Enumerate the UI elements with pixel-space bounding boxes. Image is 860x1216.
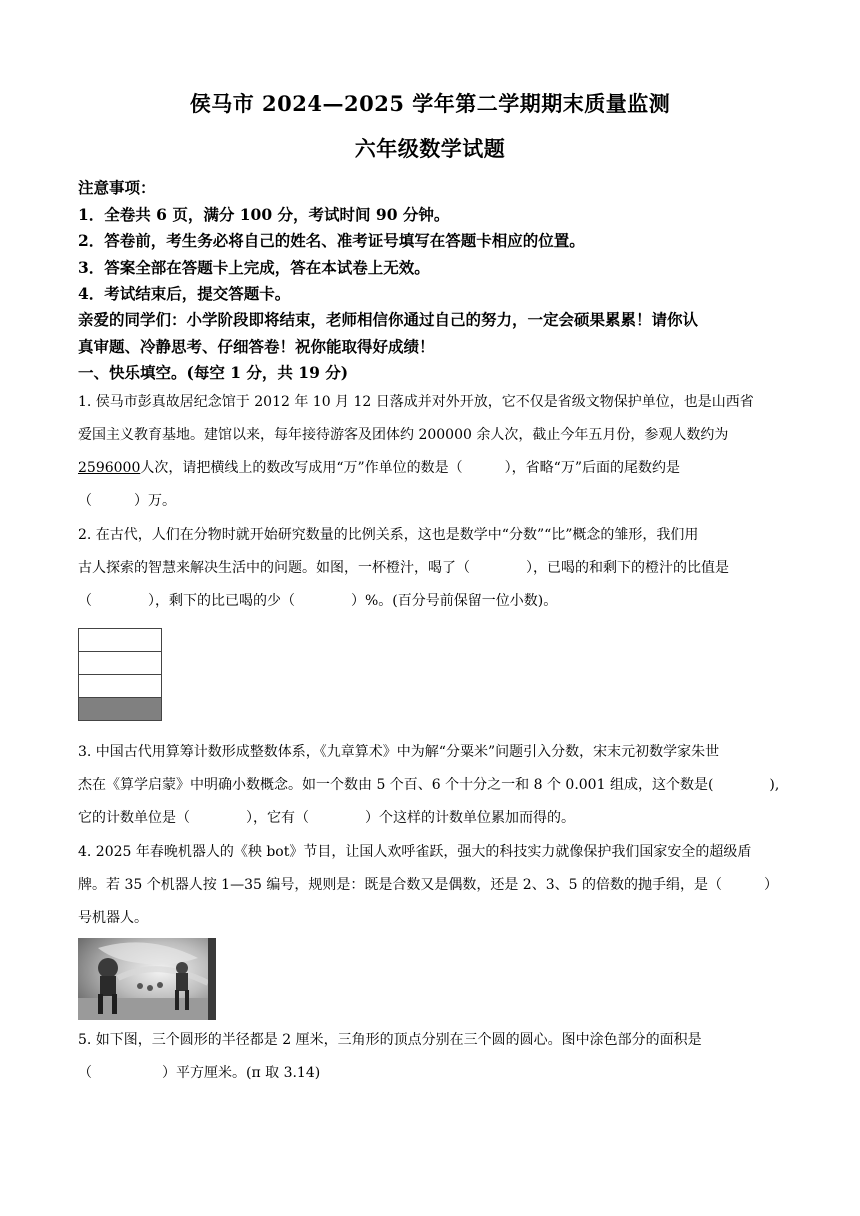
question-3 — [78, 736, 786, 835]
cup-part — [78, 674, 162, 697]
cup-part — [78, 651, 162, 674]
notice-item: 3．答案全部在答题卡上完成，答在本试卷上无效。 — [78, 258, 430, 277]
question-text: 4. 2025 年春晚机器人的《秧 bot》节目，让国人欢呼雀跃，强大的科技实力就像保护我们国家安全的超级盾 — [78, 844, 752, 860]
encourage-text: 真审题、冷静思考、仔细答卷！祝你能取得好成绩！ — [78, 337, 435, 356]
cup-part-shaded — [78, 697, 162, 721]
question-text: 2. 在古代，人们在分物时就开始研究数量的比例关系，这也是数学中“分数”“比”概念的雏形，我们用 — [78, 527, 699, 543]
question-text: 号机器人。 — [78, 910, 148, 926]
question-text: 它的计数单位是（ ），它有（ ）个这样的计数单位累加而得的。 — [78, 810, 575, 826]
robot-performance-photo — [78, 938, 216, 1020]
question-text: 牌。若 35 个机器人按 1—35 编号，规则是：既是合数又是偶数，还是 2、3、5 的倍数的抛手绢，是（ ） — [78, 877, 778, 893]
notice-item: 2．答卷前，考生务必将自己的姓名、准考证号填写在答题卡相应的位置。 — [78, 231, 585, 250]
notice-heading: 注意事项： — [78, 178, 156, 197]
question-2 — [78, 519, 786, 618]
question-text: 1. 侯马市彭真故居纪念馆于 2012 年 10 月 12 日落成并对外开放，它不仅是省级文物保护单位，也是山西省 — [78, 394, 754, 410]
question-text: 古人探索的智慧来解决生活中的问题。如图，一杯橙汁，喝了（ ），已喝的和剩下的橙汁的比值是 — [78, 560, 729, 576]
question-text: 爱国主义教育基地。建馆以来，每年接待游客及团体约 200000 余人次，截止今年五月份，参观人数约为 — [78, 427, 729, 443]
section-heading: 一、快乐填空。(每空 1 分，共 19 分) — [78, 363, 349, 382]
question-5 — [78, 1024, 786, 1090]
question-text: （ ）平方厘米。(π 取 3.14) — [78, 1065, 321, 1081]
encourage-text: 亲爱的同学们：小学阶段即将结束，老师相信你通过自己的努力，一定会硕果累累！请你认 — [78, 310, 699, 329]
notice-item: 4．考试结束后，提交答题卡。 — [78, 284, 291, 303]
question-text: （ ），剩下的比已喝的少（ ）%。(百分号前保留一位小数)。 — [78, 593, 558, 609]
robot-photo-image — [78, 938, 216, 1020]
question-text: 杰在《算学启蒙》中明确小数概念。如一个数由 5 个百、6 个十分之一和 8 个 0.001 组成，这个数是( ), — [78, 777, 780, 793]
notice-item: 1．全卷共 6 页，满分 100 分，考试时间 90 分钟。 — [78, 205, 450, 224]
exam-subtitle: 六年级数学试题 — [354, 136, 506, 161]
juice-cup-diagram — [78, 628, 162, 721]
question-text: 3. 中国古代用算筹计数形成整数体系，《九章算术》中为解“分粟米”问题引入分数，宋末元初数学家朱世 — [78, 744, 720, 760]
question-text: 2596000人次，请把横线上的数改写成用“万”作单位的数是（ ），省略“万”后面的尾数约是 — [78, 460, 680, 476]
question-1 — [78, 386, 786, 518]
question-text: 5. 如下图，三个圆形的半径都是 2 厘米，三角形的顶点分别在三个圆的圆心。图中涂色部分的面积是 — [78, 1032, 702, 1048]
question-4 — [78, 836, 786, 935]
question-text: （ ）万。 — [78, 493, 176, 509]
exam-title: 侯马市 2024—2025 学年第二学期期末质量监测 — [189, 91, 671, 116]
underlined-number: 2596000 — [78, 460, 141, 476]
cup-part — [78, 628, 162, 651]
